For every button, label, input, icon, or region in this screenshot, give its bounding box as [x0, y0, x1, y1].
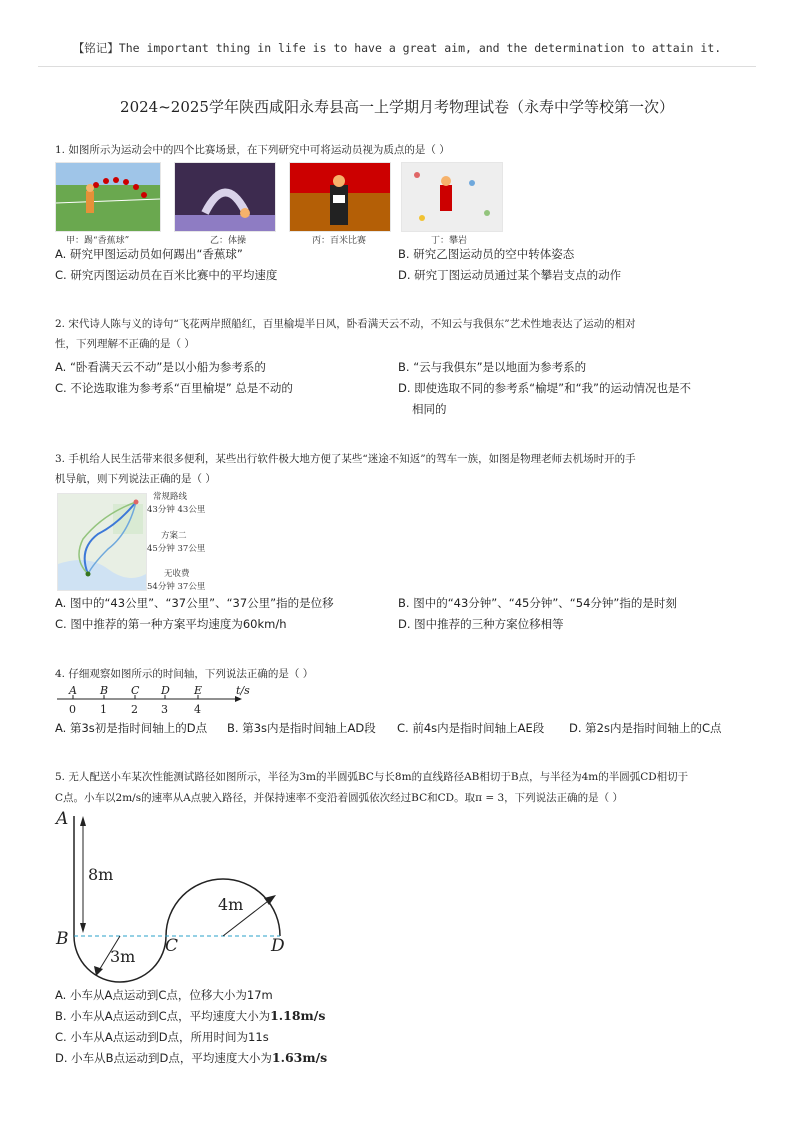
length-8m-label: 8m [88, 865, 114, 884]
axis-letter-a: A [69, 684, 77, 697]
q4-option-b: B. 第3s内是指时间轴上AD段 [227, 721, 376, 735]
question-5-stem-line1: 5. 无人配送小车某次性能测试路径如图所示，半径为3m的半圆弧BC与长8m的直线路径AB相切于B点，与半径为4m的半圆弧CD相切于 [55, 771, 689, 783]
axis-number-3: 3 [161, 703, 168, 716]
q5-option-d [55, 1048, 327, 1068]
route-3-name: 无收费 [164, 569, 190, 579]
climbing-photo [401, 162, 503, 232]
q2-option-d: D. 即使选取不同的参考系“榆堤”和“我”的运动情况也是不 [398, 381, 691, 395]
radius-3m-label: 3m [110, 947, 136, 966]
q2-option-d-cont: 相同的 [412, 402, 447, 416]
q4-option-a: A. 第3s初是指时间轴上的D点 [55, 721, 208, 735]
radius-4m-label: 4m [218, 895, 244, 914]
q1-option-a: A. 研究甲图运动员如何踢出“香蕉球” [55, 247, 243, 261]
q5-option-a: A. 小车从A点运动到C点，位移大小为17m [55, 988, 273, 1002]
q5-option-d-value: 1.63m/s [271, 1050, 328, 1065]
route-1-info: 43分钟 43公里 [147, 505, 206, 515]
q1-option-c: C. 研究丙图运动员在百米比赛中的平均速度 [55, 268, 278, 282]
q4-option-c: C. 前4s内是指时间轴上AE段 [397, 721, 545, 735]
axis-letter-c: C [131, 684, 140, 697]
question-2-stem-line2: 性，下列理解不正确的是（ ） [55, 338, 195, 350]
route-2-name: 方案二 [161, 531, 187, 541]
point-d-label: D [271, 936, 285, 956]
question-5-stem-line2: C点。小车以2m/s的速率从A点驶入路径，并保持速率不变沿着圆弧依次经过BC和CD。取π = 3，下列说法正确的是（ ） [55, 792, 623, 804]
q2-option-a: A. “卧看满天云不动”是以小船为参考系的 [55, 360, 266, 374]
axis-letter-b: B [100, 684, 109, 697]
q1-option-b: B. 研究乙图运动员的空中转体姿态 [398, 247, 575, 261]
navigation-map [57, 493, 147, 591]
q3-option-c: C. 图中推荐的第一种方案平均速度为60km/h [55, 617, 287, 631]
axis-number-4: 4 [194, 703, 201, 716]
axis-number-2: 2 [131, 703, 138, 716]
question-4-stem: 4. 仔细观察如图所示的时间轴，下列说法正确的是（ ） [55, 668, 314, 680]
point-a-label: A [56, 809, 69, 829]
gymnastics-photo [174, 162, 276, 232]
q1-option-d: D. 研究丁图运动员通过某个攀岩支点的动作 [398, 268, 622, 282]
caption-yi: 乙：体操 [210, 236, 247, 246]
q5-option-d-text: D. 小车从B点运动到D点，平均速度大小为 [55, 1051, 272, 1065]
question-1-stem: 1. 如图所示为运动会中的四个比赛场景，在下列研究中可将运动员视为质点的是（ ） [55, 144, 450, 156]
route-1-name: 常规路线 [153, 492, 188, 502]
q3-option-d: D. 图中推荐的三种方案位移相等 [398, 617, 564, 631]
question-3-stem-line2: 机导航，则下列说法正确的是（ ） [55, 473, 216, 485]
q2-option-b: B. “云与我俱东”是以地面为参考系的 [398, 360, 587, 374]
point-b-label: B [56, 929, 69, 949]
q5-option-b [55, 1006, 325, 1026]
question-3-stem-line1: 3. 手机给人民生活带来很多便利，某些出行软件极大地方便了某些“迷途不知返”的驾车一族，如图是物理老师去机场时开的手 [55, 453, 636, 465]
caption-bing: 丙：百米比赛 [312, 236, 367, 246]
soccer-photo [55, 162, 161, 232]
path-figure [50, 806, 300, 986]
q3-option-b: B. 图中的“43分钟”、“45分钟”、“54分钟”指的是时刻 [398, 596, 677, 610]
axis-number-1: 1 [100, 703, 107, 716]
axis-letter-d: D [161, 684, 170, 697]
axis-letter-e: E [194, 684, 203, 697]
q3-option-a: A. 图中的“43公里”、“37公里”、“37公里”指的是位移 [55, 596, 334, 610]
motto-banner: 【铭记】The important thing in life is to have a great aim, and the determination to attain it. [72, 41, 722, 55]
route-2-info: 45分钟 37公里 [147, 544, 206, 554]
q5-option-b-value: 1.18m/s [270, 1008, 326, 1023]
point-c-label: C [165, 936, 179, 956]
question-2-stem-line1: 2. 宋代诗人陈与义的诗句“飞花两岸照船红，百里榆堤半日风，卧看满天云不动，不知云与我俱东”艺术性地表达了运动的相对 [55, 318, 636, 330]
axis-number-0: 0 [69, 703, 76, 716]
caption-jia: 甲：踢“香蕉球” [66, 236, 130, 246]
caption-ding: 丁：攀岩 [431, 236, 468, 246]
sprint-photo [289, 162, 391, 232]
q4-option-d: D. 第2s内是指时间轴上的C点 [569, 721, 722, 735]
header-divider [38, 66, 756, 67]
axis-unit: t/s [236, 684, 250, 697]
route-3-info: 54分钟 37公里 [147, 582, 206, 592]
q5-option-b-text: B. 小车从A点运动到C点，平均速度大小为 [55, 1009, 271, 1023]
time-axis-figure [55, 682, 265, 718]
page-title: 2024~2025学年陕西咸阳永寿县高一上学期月考物理试卷（永寿中学等校第一次） [120, 98, 674, 116]
q5-option-c: C. 小车从A点运动到D点，所用时间为11s [55, 1030, 269, 1044]
q2-option-c: C. 不论选取谁为参考系“百里榆堤” 总是不动的 [55, 381, 293, 395]
